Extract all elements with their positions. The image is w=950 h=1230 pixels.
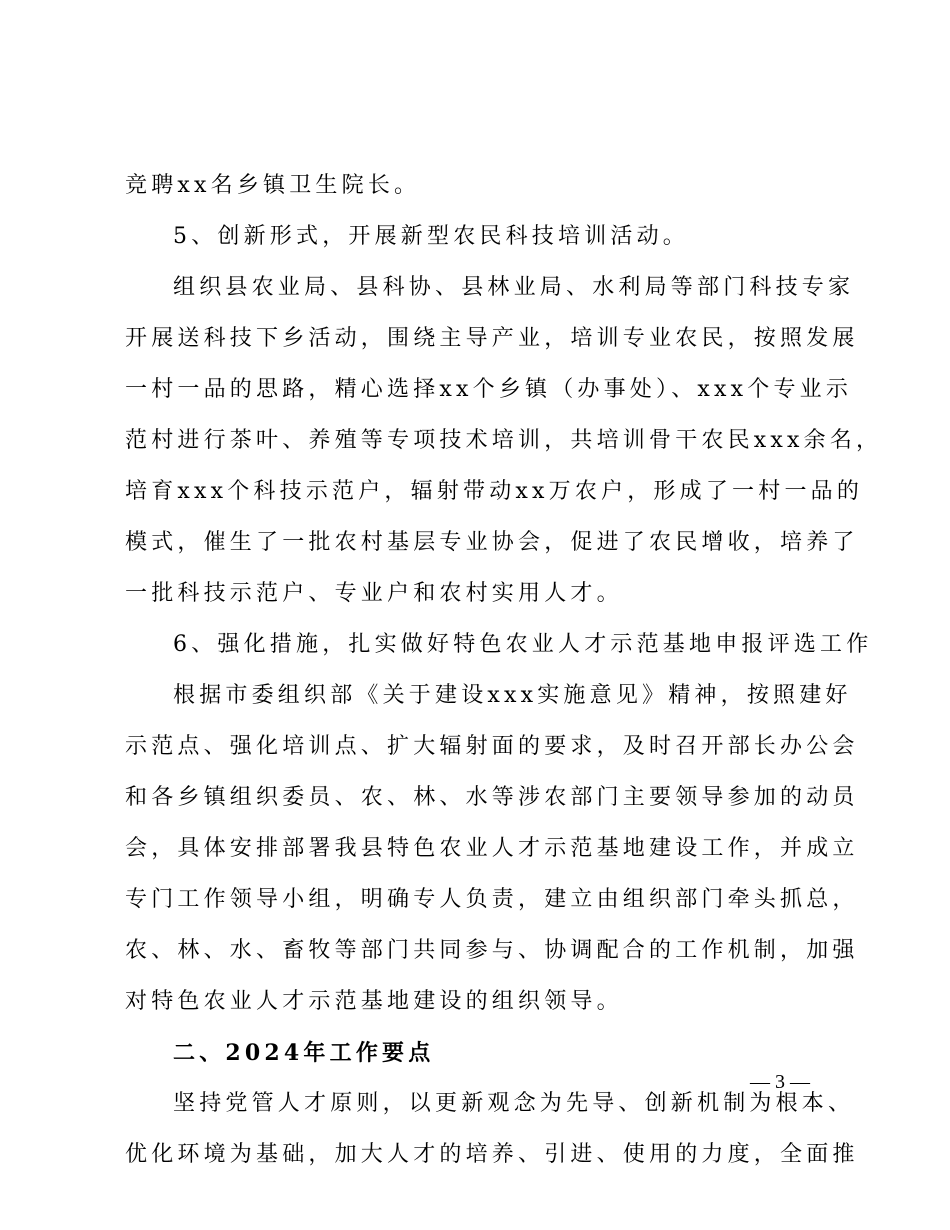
section-heading: 二、2024年工作要点 bbox=[173, 1040, 435, 1066]
text-line: 组织县农业局、县科协、县林业局、水利局等部门科技专家 bbox=[173, 275, 855, 300]
text-line: 范村进行茶叶、养殖等专项技术培训，共培训骨干农民xxx余名， bbox=[125, 428, 883, 453]
text-line: 开展送科技下乡活动，围绕主导产业，培训专业农民，按照发展 bbox=[125, 326, 859, 351]
text-line: 优化环境为基础，加大人才的培养、引进、使用的力度，全面推 bbox=[125, 1142, 859, 1167]
text-line: 和各乡镇组织委员、农、林、水等涉农部门主要领导参加的动员 bbox=[125, 785, 859, 810]
page-number: — 3 — bbox=[750, 1071, 810, 1093]
text-line: 竞聘xx名乡镇卫生院长。 bbox=[125, 173, 421, 198]
text-line: 示范点、强化培训点、扩大辐射面的要求，及时召开部长办公会 bbox=[125, 734, 859, 759]
text-line: 对特色农业人才示范基地建设的组织领导。 bbox=[125, 989, 623, 1014]
text-line: 专门工作领导小组，明确专人负责，建立由组织部门牵头抓总， bbox=[125, 887, 859, 912]
text-line: 模式，催生了一批农村基层专业协会，促进了农民增收，培养了 bbox=[125, 530, 859, 555]
text-line: 一批科技示范户、专业户和农村实用人才。 bbox=[125, 581, 623, 606]
text-line: 培育xxx个科技示范户，辐射带动xx万农户，形成了一村一品的 bbox=[125, 479, 864, 504]
text-line: 坚持党管人才原则，以更新观念为先导、创新机制为根本、 bbox=[173, 1091, 855, 1116]
section-item-heading: 6、强化措施，扎实做好特色农业人才示范基地申报评选工作 bbox=[173, 632, 873, 657]
text-line: 一村一品的思路，精心选择xx个乡镇（办事处）、xxx个专业示 bbox=[125, 377, 853, 402]
text-line: 会，具体安排部署我县特色农业人才示范基地建设工作，并成立 bbox=[125, 836, 859, 861]
section-item-heading: 5、创新形式，开展新型农民科技培训活动。 bbox=[173, 224, 689, 249]
text-line: 农、林、水、畜牧等部门共同参与、协调配合的工作机制，加强 bbox=[125, 938, 859, 963]
text-line: 根据市委组织部《关于建设xxx实施意见》精神，按照建好 bbox=[173, 683, 852, 708]
